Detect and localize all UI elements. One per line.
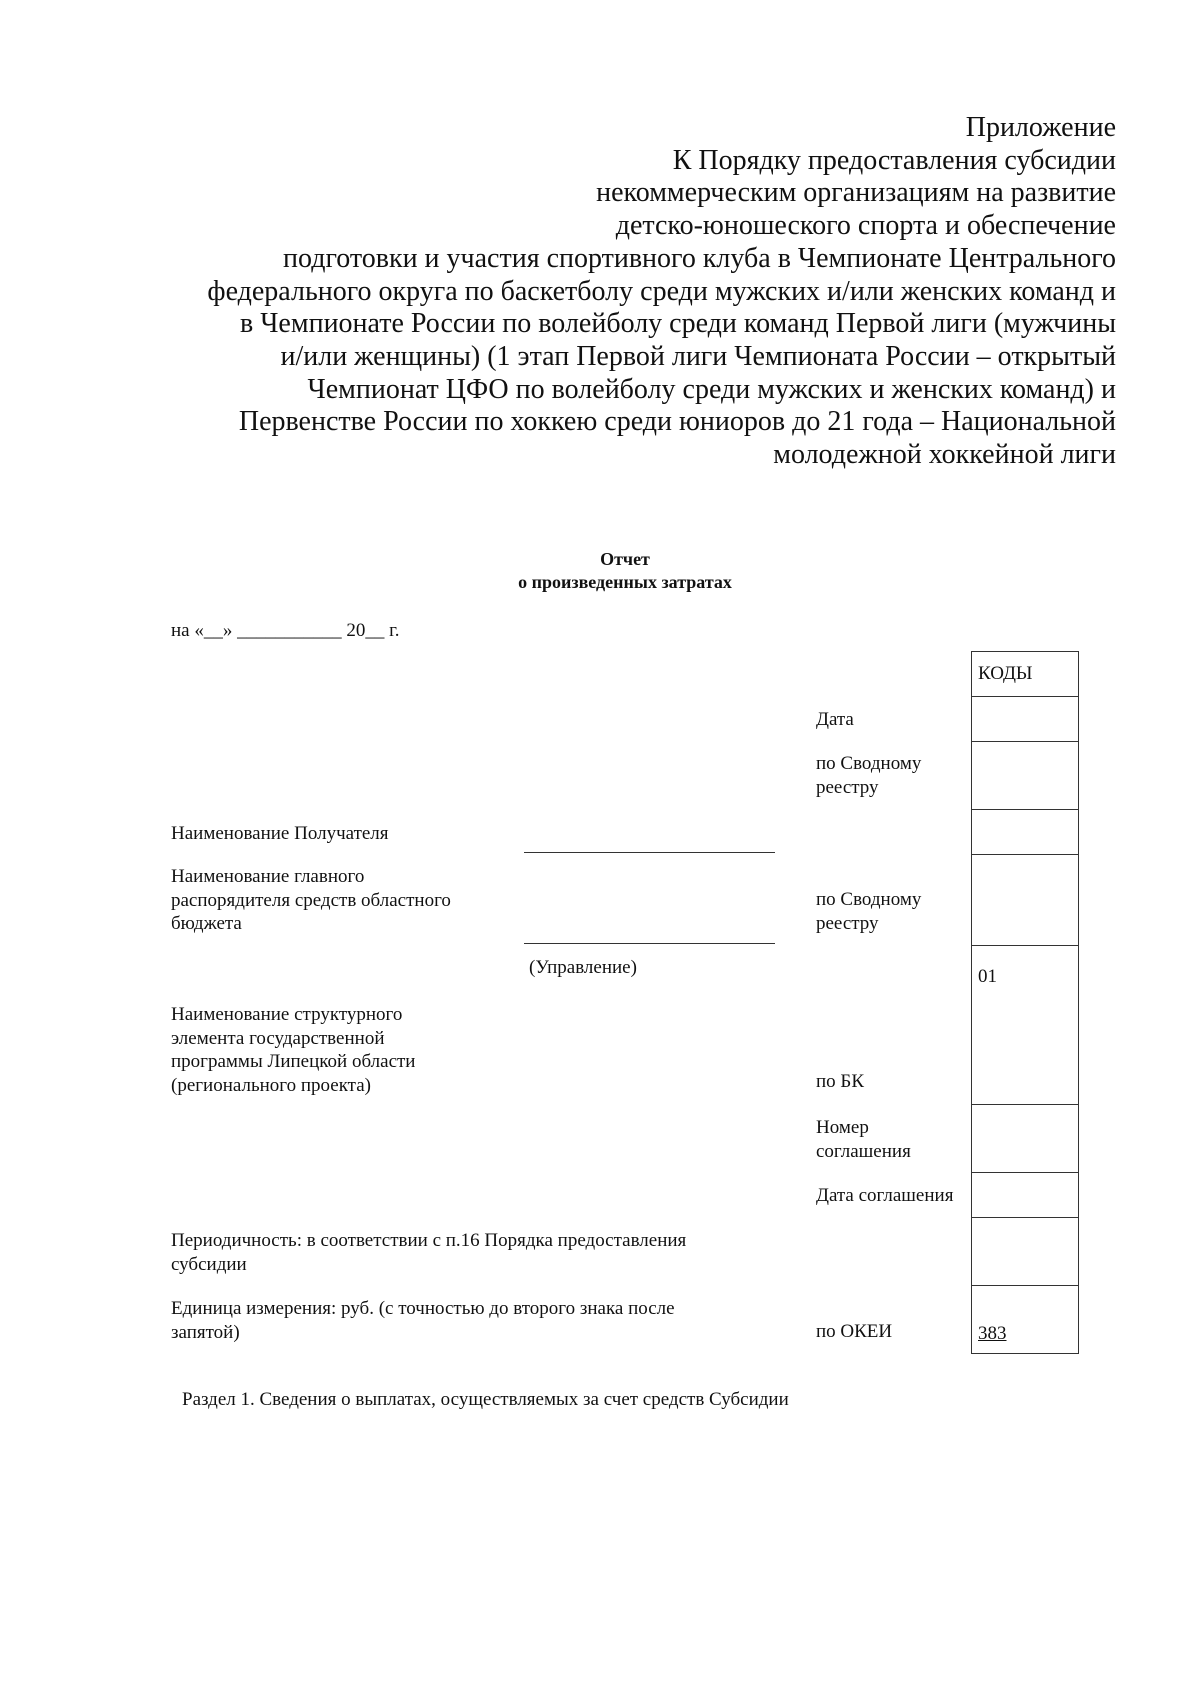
appendix-line: некоммерческим организациям на развитие (596, 177, 1116, 209)
svod-registry-label-2 (816, 888, 921, 935)
label-line: Наименование структурного (171, 1004, 403, 1025)
department-label: (Управление) (529, 957, 637, 978)
code-cell-recipient[interactable] (972, 810, 1079, 855)
label-line: Наименование главного (171, 866, 365, 887)
label-line: по Сводному (816, 753, 922, 774)
label-line: бюджета (171, 913, 242, 934)
label-line: Периодичность: в соответствии с п.16 Порядка предоставления (171, 1230, 687, 1251)
chief-manager-label (171, 865, 451, 936)
appendix-line: К Порядку предоставления субсидии (672, 144, 1116, 176)
recipient-line (524, 852, 775, 853)
appendix-line: детско-юношеского спорта и обеспечение (615, 210, 1116, 242)
label-line: реестру (816, 912, 879, 934)
structural-element-label (171, 1003, 415, 1097)
report-title (0, 548, 1200, 594)
codes-header: КОДЫ (972, 652, 1079, 697)
label-line: Номер (816, 1117, 869, 1138)
appendix-line: молодежной хоккейной лиги (773, 439, 1116, 471)
agreement-date-label: Дата соглашения (816, 1185, 954, 1206)
appendix-line: Чемпионат ЦФО по волейболу среди мужских и женских команд) и (307, 373, 1116, 405)
label-line: (регионального проекта) (171, 1074, 371, 1096)
okei-code: 383 (978, 1323, 1007, 1344)
agreement-number-label (816, 1116, 911, 1163)
recipient-label: Наименование Получателя (171, 823, 389, 844)
label-line: элемента государственной (171, 1027, 385, 1049)
code-cell-svod-registry-1[interactable] (972, 742, 1079, 810)
appendix-line: подготовки и участия спортивного клуба в Чемпионате Центрального (283, 242, 1116, 274)
report-title-line2: о произведенных затратах (518, 572, 732, 592)
appendix-header (116, 112, 1116, 472)
periodicity-label (171, 1229, 686, 1276)
label-line: по Сводному (816, 889, 922, 910)
appendix-line: Приложение (965, 112, 1116, 143)
report-date-line: на «__» ___________ 20__ г. (171, 620, 400, 641)
code-cell-svod-registry-2[interactable] (972, 855, 1079, 946)
label-line: соглашения (816, 1140, 911, 1162)
date-code-label: Дата (816, 709, 854, 730)
appendix-line: федерального округа по баскетболу среди мужских и/или женских команд и (207, 275, 1116, 307)
codes-table (971, 651, 1079, 1354)
code-cell-date[interactable] (972, 697, 1079, 742)
label-line: субсидии (171, 1253, 247, 1275)
label-line: запятой) (171, 1321, 240, 1343)
code-cell-okei[interactable] (972, 1286, 1079, 1354)
report-title-line1: Отчет (600, 549, 650, 569)
unit-label (171, 1297, 675, 1344)
label-line: распорядителя средств областного (171, 889, 451, 911)
code-cell-periodicity[interactable] (972, 1218, 1079, 1286)
appendix-line: в Чемпионате России по волейболу среди команд Первой лиги (мужчины (240, 308, 1116, 340)
code-cell-bk[interactable]: 01 (972, 946, 1079, 1105)
appendix-line: Первенстве России по хоккею среди юниоров до 21 года – Национальной (238, 406, 1116, 438)
okei-label: по ОКЕИ (816, 1321, 893, 1342)
label-line: программы Липецкой области (171, 1051, 416, 1072)
svod-registry-label-1 (816, 752, 921, 799)
label-line: Единица измерения: руб. (с точностью до второго знака после (171, 1298, 675, 1319)
label-line: реестру (816, 776, 879, 798)
section-1-title: Раздел 1. Сведения о выплатах, осуществляемых за счет средств Субсидии (182, 1389, 789, 1410)
chief-manager-line (524, 943, 775, 944)
code-cell-agreement-number[interactable] (972, 1105, 1079, 1173)
bk-label: по БК (816, 1071, 865, 1092)
code-cell-agreement-date[interactable] (972, 1173, 1079, 1218)
appendix-line: и/или женщины) (1 этап Первой лиги Чемпионата России – открытый (280, 340, 1116, 372)
